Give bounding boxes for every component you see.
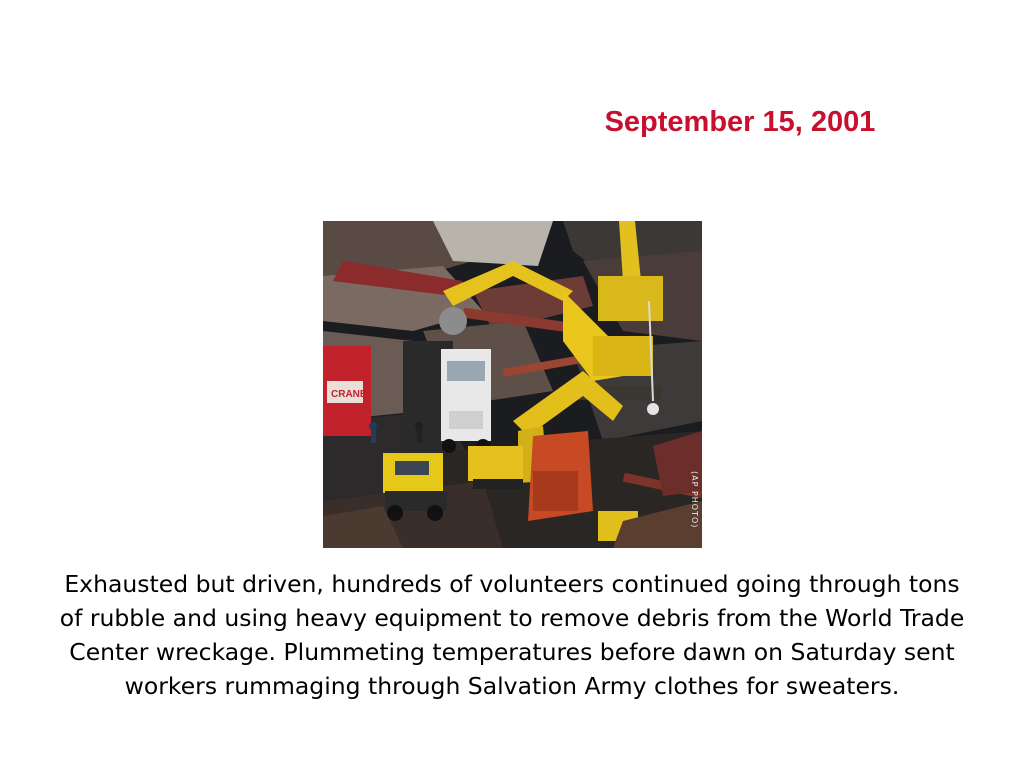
- slide-title: September 15, 2001: [604, 106, 876, 138]
- photo-illustration: [323, 221, 702, 548]
- photo-caption: Exhausted but driven, hundreds of volunteers continued going through tons of rubble and using heavy equipment to remove debris from the World Trade Center wreckage. Plummeting temperatures before dawn on Saturday sent workers rummaging through Salvation Army clothes for sweaters.: [59, 570, 965, 700]
- photo-credit: (AP PHOTO): [690, 471, 699, 529]
- news-photo: [323, 221, 702, 548]
- crane-text: CRANE: [331, 389, 367, 400]
